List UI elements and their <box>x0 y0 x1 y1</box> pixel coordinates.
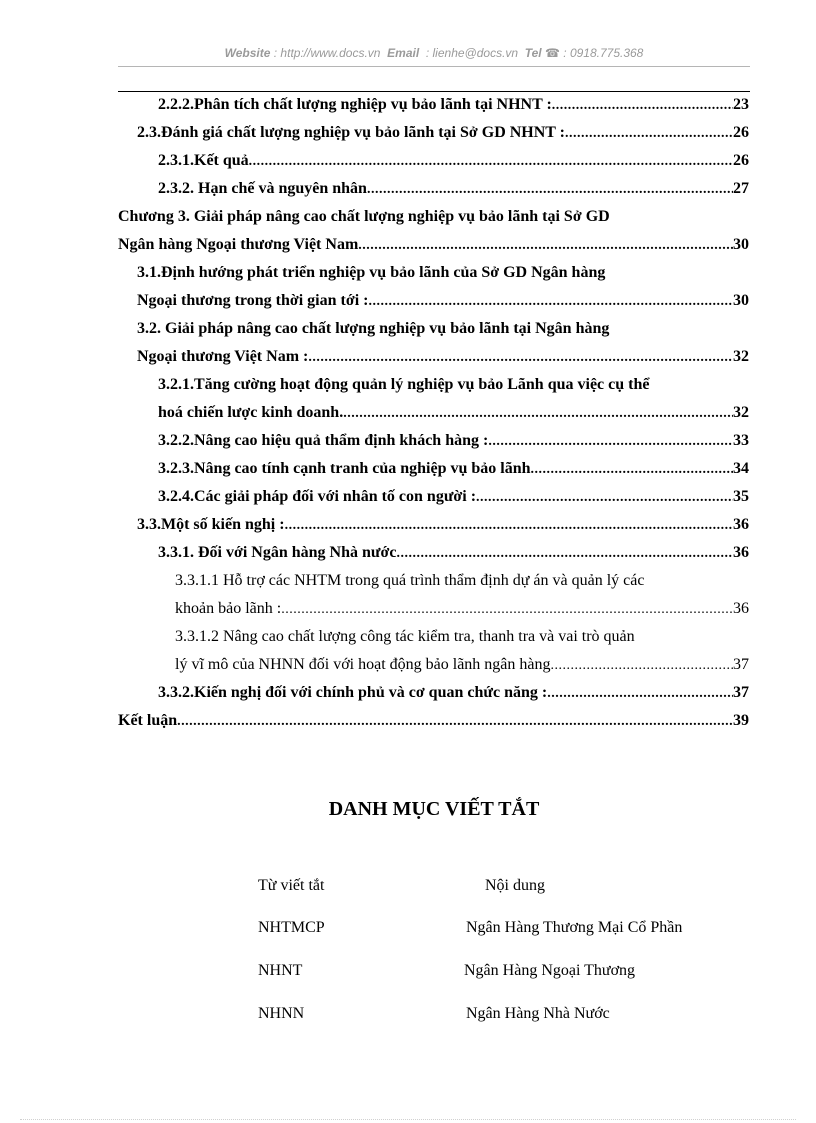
toc-entry[interactable]: Ngoại thương trong thời gian tới : . . . 30 <box>137 291 749 311</box>
header-divider <box>118 66 750 67</box>
page-header <box>118 46 750 60</box>
toc-entry[interactable]: 3.3.Một số kiến nghị : . . . 36 <box>137 515 749 535</box>
toc-entry-line1[interactable]: 3.1.Định hướng phát triển nghiệp vụ bảo lãnh của Sở GD Ngân hàng <box>137 264 606 281</box>
abbr-column-header: Từ viết tắt <box>258 877 325 894</box>
abbr-term: NHTMCP <box>258 919 325 936</box>
page-bottom-divider <box>20 1119 796 1120</box>
toc-entry[interactable]: 3.3.1. Đối với Ngân hàng Nhà nước . . . 36 <box>158 543 749 563</box>
toc-entry[interactable]: 2.3.1.Kết quả . . . 26 <box>158 151 749 171</box>
toc-entry-line1[interactable]: 3.2.1.Tăng cường hoạt động quản lý nghiệp vụ bảo Lãnh qua việc cụ thể <box>158 376 650 393</box>
website-label: Website <box>224 46 271 60</box>
toc-entry-line1[interactable]: Chương 3. Giải pháp nâng cao chất lượng nghiệp vụ bảo lãnh tại Sở GD <box>118 208 610 225</box>
toc-entry[interactable]: 3.2.4.Các giải pháp đối với nhân tố con người : . . . 35 <box>158 487 749 507</box>
tel-label: Tel <box>524 46 542 60</box>
toc-entry-line1[interactable]: 3.2. Giải pháp nâng cao chất lượng nghiệp vụ bảo lãnh tại Ngân hàng <box>137 320 610 337</box>
abbr-term: NHNT <box>258 962 303 979</box>
toc-entry[interactable]: Ngoại thương Việt Nam : . . . 32 <box>137 347 749 367</box>
abbr-meaning: Ngân Hàng Nhà Nước <box>466 1005 610 1022</box>
toc-entry[interactable]: 2.2.2.Phân tích chất lượng nghiệp vụ bảo lãnh tại NHNT : . . . 23 <box>158 95 749 115</box>
toc-entry[interactable]: 3.3.2.Kiến nghị đối với chính phủ và cơ quan chức năng : . . . 37 <box>158 683 749 703</box>
email-value: : lienhe@docs.vn <box>425 46 519 60</box>
toc-entry[interactable]: hoá chiến lược kinh doanh. . . . 32 <box>158 403 749 423</box>
content-column-header: Nội dung <box>485 877 545 894</box>
toc-entry-line1[interactable]: 3.3.1.2 Nâng cao chất lượng công tác kiểm tra, thanh tra và vai trò quản <box>175 628 635 645</box>
abbr-meaning: Ngân Hàng Ngoại Thương <box>464 962 636 979</box>
toc-entry[interactable]: 3.2.3.Nâng cao tính cạnh tranh của nghiệp vụ bảo lãnh . . . 34 <box>158 459 749 479</box>
toc-entry[interactable]: 2.3.Đánh giá chất lượng nghiệp vụ bảo lãnh tại Sở GD NHNT : . . . 26 <box>137 123 749 143</box>
tel-value: ☎ : 0918.775.368 <box>545 46 644 60</box>
toc-entry[interactable]: Kết luận . . . 39 <box>118 711 749 731</box>
toc-entry[interactable]: lý vĩ mô của NHNN đối với hoạt động bảo lãnh ngân hàng . . . 37 <box>175 655 749 675</box>
abbr-meaning: Ngân Hàng Thương Mại Cổ Phần <box>466 919 683 936</box>
toc-entry[interactable]: 3.2.2.Nâng cao hiệu quả thẩm định khách hàng : . . . 33 <box>158 431 749 451</box>
toc-entry[interactable]: khoản bảo lãnh : . . . 36 <box>175 599 749 619</box>
toc-entry[interactable]: Ngân hàng Ngoại thương Việt Nam . . . 30 <box>118 235 749 255</box>
website-value: : http://www.docs.vn <box>273 46 381 60</box>
abbr-term: NHNN <box>258 1005 305 1022</box>
toc-entry[interactable]: 2.3.2. Hạn chế và nguyên nhân . . . 27 <box>158 179 749 199</box>
toc-top-divider <box>118 91 750 92</box>
toc-entry-line1[interactable]: 3.3.1.1 Hỗ trợ các NHTM trong quá trình thẩm định dự án và quản lý các <box>175 572 645 589</box>
abbreviations-title: DANH MỤC VIẾT TẮT <box>328 798 540 820</box>
email-label: Email <box>387 46 420 60</box>
